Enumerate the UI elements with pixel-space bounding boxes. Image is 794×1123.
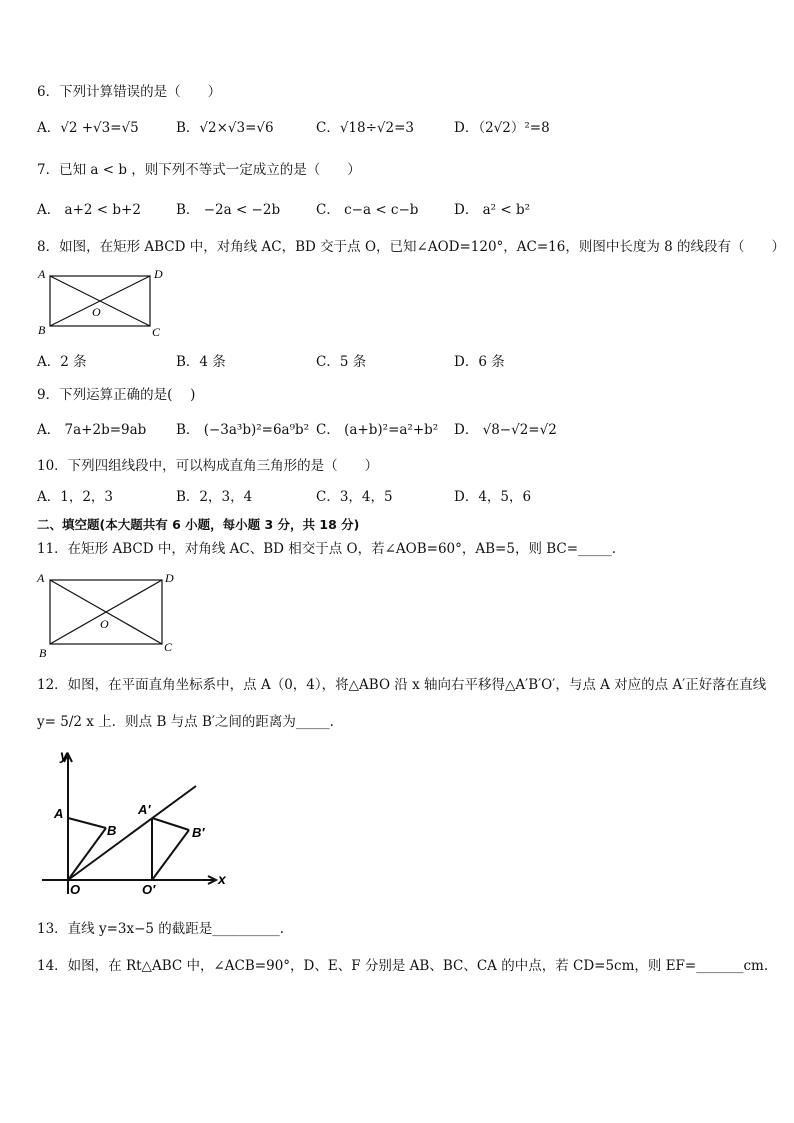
q11-rectangle-figure <box>34 566 184 660</box>
q7-stem: 7．已知 a < b ，则下列不等式一定成立的是（ ） <box>37 162 361 178</box>
q8-rectangle-figure <box>34 264 169 340</box>
q8-label-a: A <box>38 267 46 281</box>
q8-label-o: O <box>92 305 101 319</box>
q8-label-d: D <box>154 267 163 281</box>
q7-option-d: D． a² < b² <box>454 202 531 218</box>
q11-label-a: A <box>37 571 45 585</box>
q10-option-a: A．1，2，3 <box>37 489 114 505</box>
q7-option-a: A． a+2 < b+2 <box>37 202 141 218</box>
q12-label-a-prime: A′ <box>138 802 151 817</box>
q12-label-o-prime: O′ <box>142 882 156 896</box>
q10-stem: 10．下列四组线段中，可以构成直角三角形的是（ ） <box>37 458 379 474</box>
q8-label-b: B <box>38 323 46 337</box>
section-fill-in-header: 二、填空题(本大题共有 6 小题，每小题 3 分，共 18 分) <box>37 517 360 532</box>
q9-option-c: C． (a+b)²=a²+b² <box>316 422 439 438</box>
q9-option-b: B． (−3a³b)²=6a⁹b² <box>176 422 310 438</box>
q8-option-b: B．4 条 <box>176 354 226 370</box>
q7-option-c: C． c−a < c−b <box>316 202 419 218</box>
q12-label-b: B <box>107 823 117 838</box>
q9-stem: 9．下列运算正确的是( ) <box>37 387 196 403</box>
q8-option-c: C．5 条 <box>316 354 367 370</box>
q6-option-c: C．√18÷√2=3 <box>316 120 415 136</box>
q6-option-d: D．（2√2）²=8 <box>454 120 550 136</box>
q8-option-d: D．6 条 <box>454 354 505 370</box>
q11-label-c: C <box>164 640 173 654</box>
q13-stem: 13．直线 y=3x−5 的截距是__________. <box>37 921 285 937</box>
q14-stem: 14．如图，在 Rt△ABC 中，∠ACB=90°，D、E、F 分别是 AB、BC、CA 的中点，若 CD=5cm，则 EF=_______cm. <box>37 958 769 974</box>
q9-option-a: A． 7a+2b=9ab <box>37 422 147 438</box>
q12-coordinate-figure <box>34 742 234 896</box>
q6-stem: 6．下列计算错误的是（ ） <box>37 84 222 100</box>
q12-label-o: O <box>70 882 81 896</box>
q6-option-a: A．√2 +√3=√5 <box>37 120 139 136</box>
q11-label-b: B <box>39 646 47 660</box>
q12-stem-line2: y= 5/2 x 上．则点 B 与点 B′之间的距离为_____. <box>37 714 334 730</box>
q7-option-b: B． −2a < −2b <box>176 202 281 218</box>
q8-option-a: A．2 条 <box>37 354 87 370</box>
q9-option-d: D． √8−√2=√2 <box>454 422 557 438</box>
q11-label-d: D <box>165 571 174 585</box>
q12-stem-line1: 12．如图，在平面直角坐标系中，点 A（0，4），将△ABO 沿 x 轴向右平移得△A′B′O′，与点 A 对应的点 A′正好落在直线 <box>37 677 767 693</box>
q10-option-d: D．4，5，6 <box>454 489 532 505</box>
q10-option-b: B．2，3，4 <box>176 489 253 505</box>
q12-label-y: y <box>60 747 68 763</box>
q8-label-c: C <box>152 325 161 339</box>
q11-label-o: O <box>100 617 109 631</box>
q12-label-b-prime: B′ <box>192 825 205 840</box>
q12-label-x: x <box>218 871 226 887</box>
q12-label-a: A <box>54 806 64 821</box>
q10-option-c: C．3，4，5 <box>316 489 393 505</box>
q11-stem: 11．在矩形 ABCD 中，对角线 AC、BD 相交于点 O，若∠AOB=60°，AB=5，则 BC=_____. <box>37 541 617 557</box>
q8-stem: 8．如图，在矩形 ABCD 中，对角线 AC，BD 交于点 O，已知∠AOD=120°，AC=16，则图中长度为 8 的线段有（ ） <box>37 239 786 255</box>
q6-option-b: B．√2×√3=√6 <box>176 120 274 136</box>
